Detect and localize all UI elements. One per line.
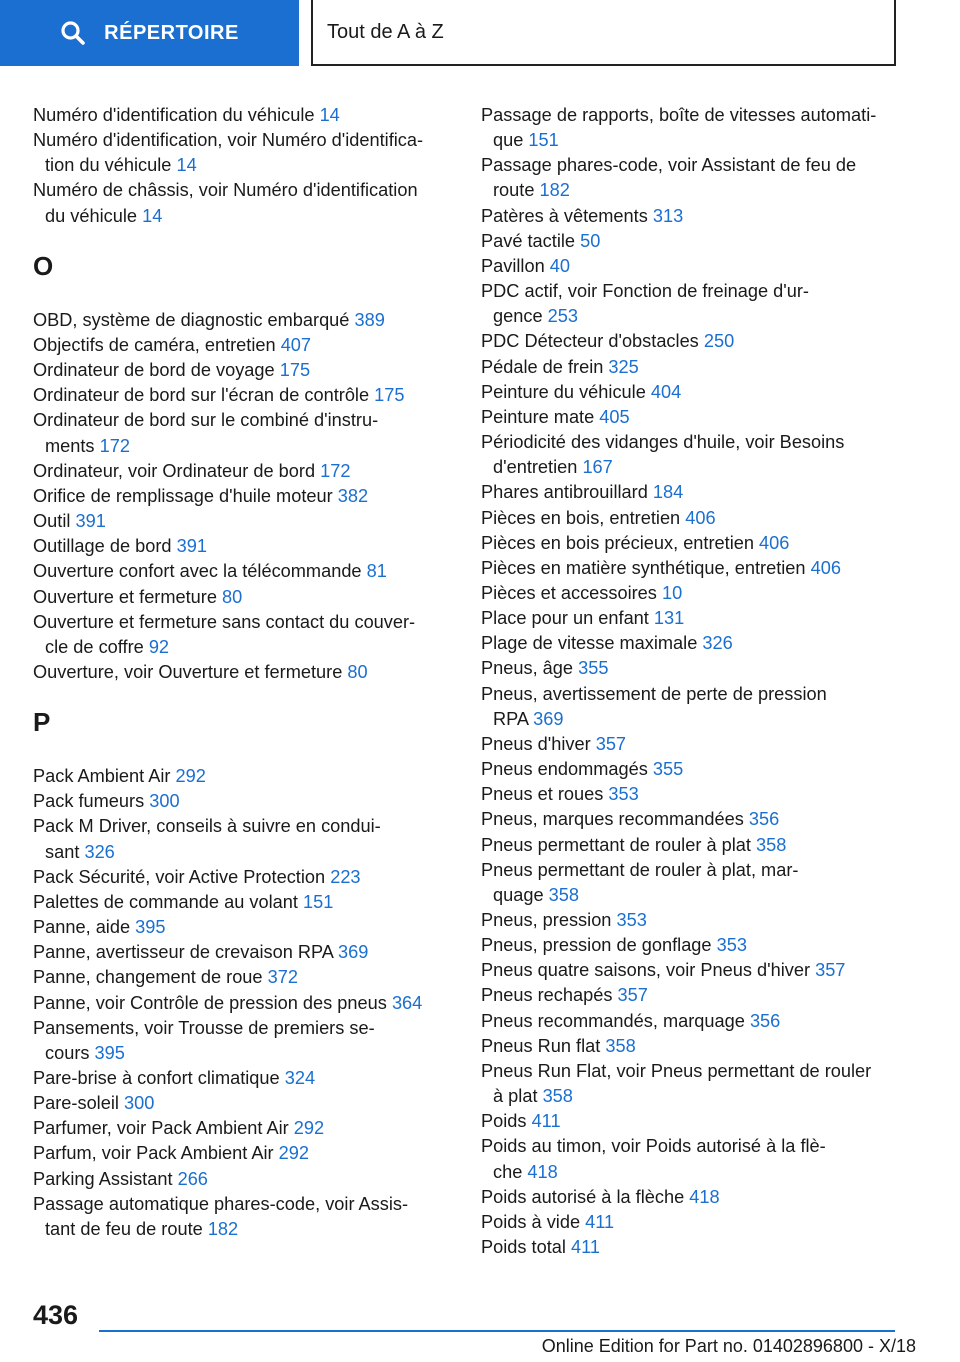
index-entry: [481, 1134, 921, 1184]
index-entry-text-continued: que: [493, 130, 524, 151]
index-entry: [33, 383, 453, 408]
footer-divider: [99, 1330, 895, 1332]
page-reference-link[interactable]: 411: [571, 1237, 600, 1258]
index-entry: [481, 807, 921, 832]
index-entry-text: PDC Détecteur d'obstacles: [481, 331, 699, 352]
index-entry-text: Poids autorisé à la flèche: [481, 1186, 685, 1207]
page-reference-link[interactable]: 223: [330, 866, 361, 887]
page-reference-link[interactable]: 167: [582, 457, 613, 478]
index-entry: [33, 1091, 453, 1116]
page-reference-link[interactable]: 40: [549, 255, 570, 276]
page-reference-link[interactable]: 80: [222, 586, 243, 607]
index-entry-text: Panne, aide: [33, 917, 131, 938]
index-entry-text-continued: tion du véhicule: [45, 155, 172, 176]
index-entry-text: Numéro d'identification, voir Numéro d'identifica‐: [33, 130, 424, 151]
index-entry: [481, 682, 921, 732]
index-entry: [33, 509, 453, 534]
index-entry: [481, 757, 921, 782]
index-entry: [33, 789, 453, 814]
index-entry: [481, 631, 921, 656]
index-entry-text: Pièces en bois, entretien: [481, 507, 681, 528]
index-entry-text: Numéro d'identification du véhicule: [33, 105, 315, 125]
page-reference-link[interactable]: 151: [528, 130, 559, 151]
index-entry-text: Pneus, pression: [481, 910, 612, 930]
index-entry: [481, 229, 921, 254]
index-entry-text: Peinture mate: [481, 406, 595, 427]
index-entry: [481, 254, 921, 279]
index-entry: [481, 858, 921, 908]
index-entry-text-continued: RPA: [493, 708, 529, 729]
index-entry-text: Ouverture et fermeture: [33, 586, 217, 607]
page-reference-link[interactable]: 80: [347, 661, 368, 682]
index-entry: [33, 585, 453, 610]
index-entry-text: Pneus d'hiver: [481, 733, 591, 754]
index-entry-text: Pièces en matière synthétique, entretien: [481, 557, 806, 578]
index-entry-text: Pavillon: [481, 255, 545, 276]
index-entry: [481, 556, 921, 581]
page-reference-link[interactable]: 324: [284, 1068, 316, 1088]
index-entry-text: Numéro de châssis, voir Numéro d'identification: [33, 180, 418, 201]
page-reference-link[interactable]: 300: [149, 791, 180, 812]
page-reference-link[interactable]: 175: [374, 385, 405, 406]
page-reference-link[interactable]: 391: [75, 511, 106, 532]
index-entry-text: Ordinateur de bord sur l'écran de contrôle: [33, 385, 370, 406]
index-column-left: [33, 103, 453, 1242]
section-title-tab[interactable]: [311, 0, 896, 66]
page-reference-link[interactable]: 266: [177, 1168, 208, 1189]
page-reference-link[interactable]: 418: [527, 1161, 558, 1182]
page-reference-link[interactable]: 353: [716, 935, 747, 956]
index-entry-text: Plage de vitesse maximale: [481, 633, 698, 654]
page-reference-link[interactable]: 292: [278, 1143, 309, 1164]
index-entry-text: Pneus Run Flat, voir Pneus permettant de rouler: [481, 1060, 872, 1081]
index-entry-text-continued: à plat: [493, 1086, 538, 1107]
index-entry: [481, 732, 921, 757]
index-entry: [481, 329, 921, 354]
index-entry-text-continued: che: [493, 1161, 523, 1182]
page-reference-link[interactable]: 172: [99, 435, 130, 456]
page-reference-link[interactable]: 411: [585, 1211, 615, 1232]
index-entry: [481, 908, 921, 933]
index-entry-text: Parfumer, voir Pack Ambient Air: [33, 1118, 289, 1139]
page-reference-link[interactable]: 357: [617, 985, 648, 1006]
index-entry-text: Pneus permettant de rouler à plat, mar‐: [481, 859, 799, 880]
index-entry-text: Pneus recommandés, marquage: [481, 1010, 745, 1031]
index-entry-text: Poids à vide: [481, 1211, 581, 1232]
page-reference-link[interactable]: 325: [608, 356, 639, 377]
index-entry-text: Parking Assistant: [33, 1168, 173, 1189]
index-entry: [33, 1066, 453, 1091]
page-reference-link[interactable]: 389: [354, 309, 385, 330]
index-entry-text: Pédale de frein: [481, 356, 604, 377]
index-entry-text: Ouverture, voir Ouverture et fermeture: [33, 661, 343, 682]
index-entry-text: Pneus, âge: [481, 658, 574, 679]
index-entry: [33, 1167, 453, 1192]
index-entry: [481, 983, 921, 1008]
index-entry: [33, 1141, 453, 1166]
section-letter: P: [33, 707, 51, 738]
index-entry-text: Poids: [481, 1111, 527, 1132]
search-icon: [60, 20, 86, 46]
index-entry: [33, 459, 453, 484]
index-entry: [481, 1210, 921, 1235]
index-entry-text-continued: route: [493, 180, 535, 201]
page-header: [0, 0, 960, 66]
index-entry-text: Pneus permettant de rouler à plat: [481, 834, 751, 855]
page-reference-link[interactable]: 418: [689, 1186, 720, 1207]
index-entry-text: Panne, voir Contrôle de pression des pneus: [33, 992, 387, 1013]
index-entry-text: Pneus Run flat: [481, 1035, 601, 1056]
index-entry-text: Périodicité des vidanges d'huile, voir Besoins: [481, 432, 845, 453]
page-reference-link[interactable]: 353: [608, 784, 639, 805]
page-reference-link[interactable]: 358: [548, 884, 579, 905]
index-entry-text: Pavé tactile: [481, 230, 576, 251]
index-entry-text: Pansements, voir Trousse de premiers se‐: [33, 1017, 375, 1038]
page-reference-link[interactable]: 313: [652, 205, 684, 226]
page-reference-link[interactable]: 369: [533, 708, 564, 729]
index-entry-text: Ordinateur, voir Ordinateur de bord: [33, 460, 316, 481]
index-entry: [481, 782, 921, 807]
page-reference-link[interactable]: 292: [175, 766, 206, 787]
index-entry-text-continued: d'entretien: [493, 457, 578, 478]
index-entry: [481, 1009, 921, 1034]
index-entry: [33, 559, 453, 584]
page-reference-link[interactable]: 356: [749, 1010, 781, 1031]
page-reference-link[interactable]: 14: [319, 105, 340, 125]
index-entry: [33, 915, 453, 940]
index-entry: [481, 279, 921, 329]
index-entry: [481, 1185, 921, 1210]
index-entry-text-continued: ments: [45, 435, 95, 456]
page-reference-link[interactable]: 151: [302, 891, 334, 912]
index-entry-text: Pièces et accessoires: [481, 582, 657, 603]
index-entry: [33, 358, 453, 383]
index-entry: [481, 430, 921, 480]
index-entry-text: Place pour un enfant: [481, 608, 649, 629]
page-reference-link[interactable]: 355: [652, 759, 684, 780]
index-entry-text: Passage phares-code, voir Assistant de feu de: [481, 155, 857, 176]
index-entry: [481, 103, 921, 153]
page-reference-link[interactable]: 353: [616, 910, 647, 930]
footer-edition: [542, 1336, 916, 1357]
index-entry-text: Panne, avertisseur de crevaison RPA: [33, 942, 333, 963]
index-entry: [33, 764, 453, 789]
index-entry-text: Peinture du véhicule: [481, 381, 646, 402]
page-reference-link[interactable]: 364: [391, 992, 423, 1013]
footer-edition-text: Online Edition for Part no. 01402896800 - X/18: [541, 1336, 916, 1356]
index-entry-text: Pneus quatre saisons, voir Pneus d'hiver: [481, 960, 811, 981]
page-reference-link[interactable]: 182: [207, 1218, 239, 1239]
index-entry-text: Ouverture et fermeture sans contact du couver‐: [33, 611, 416, 632]
index-entry-text-continued: cle de coffre: [45, 636, 144, 657]
index-entry-text: Pneus et roues: [481, 784, 604, 805]
index-entry-text: Orifice de remplissage d'huile moteur: [33, 485, 333, 506]
index-entry-text: PDC actif, voir Fonction de freinage d'ur‐: [481, 281, 809, 302]
index-entry-text: Outil: [33, 511, 71, 532]
index-entry: [481, 1059, 921, 1109]
page-reference-link[interactable]: 356: [748, 809, 780, 830]
index-entry: [481, 506, 921, 531]
index-entry: [481, 204, 921, 229]
index-entry-text-continued: quage: [493, 884, 544, 905]
index-entry-text: Pack Ambient Air: [33, 766, 171, 787]
index-entry: [33, 408, 453, 458]
section-letter: O: [33, 250, 54, 281]
index-entry: [481, 480, 921, 505]
page-reference-link[interactable]: 253: [547, 306, 578, 327]
index-entry-text: Pneus, marques recommandées: [481, 809, 744, 830]
index-entry: [33, 1016, 453, 1066]
index-column-right: [481, 103, 921, 1260]
index-entry: [33, 534, 453, 559]
index-entry-text: Pneus, avertissement de perte de pression: [481, 683, 827, 704]
index-entry: [33, 865, 453, 890]
page-reference-link[interactable]: 358: [605, 1035, 636, 1056]
index-entry-text: Pare-soleil: [33, 1093, 119, 1114]
page-reference-link[interactable]: 407: [280, 334, 312, 355]
index-entry-text: Parfum, voir Pack Ambient Air: [33, 1143, 274, 1164]
index-entry-text: Ouverture confort avec la télécommande: [33, 561, 362, 582]
index-entry-text-continued: tant de feu de route: [45, 1218, 203, 1239]
page-reference-link[interactable]: 292: [293, 1118, 325, 1139]
index-entry: [33, 890, 453, 915]
index-entry: [481, 355, 921, 380]
page-reference-link[interactable]: 92: [148, 636, 170, 657]
index-entry: [33, 1192, 453, 1242]
page-reference-link[interactable]: 182: [539, 180, 570, 201]
index-entry-text-continued: cours: [45, 1042, 90, 1063]
index-entry: [33, 128, 453, 178]
index-entry: [33, 610, 453, 660]
index-entry-text: Phares antibrouillard: [481, 482, 648, 503]
page-reference-link[interactable]: 406: [685, 507, 716, 528]
index-entry-text: Pneus, pression de gonflage: [481, 935, 712, 956]
index-entry: [33, 991, 453, 1016]
index-entry: [33, 308, 453, 333]
index-entry: [481, 380, 921, 405]
index-entry-text: Pneus endommagés: [481, 759, 648, 780]
index-entry-text: Pare-brise à confort climatique: [33, 1068, 280, 1088]
index-entry-text: Ordinateur de bord sur le combiné d'instru‐: [33, 410, 379, 431]
page-reference-link[interactable]: 14: [142, 205, 163, 226]
index-entry: [33, 103, 453, 128]
index-entry-text: Patères à vêtements: [481, 205, 648, 226]
index-search-button[interactable]: [0, 0, 299, 66]
index-entry: [481, 606, 921, 631]
page-reference-link[interactable]: 357: [815, 960, 846, 981]
index-entry: [33, 178, 453, 228]
page-reference-link[interactable]: 81: [366, 561, 387, 582]
index-entry: [33, 660, 453, 685]
index-entry: [33, 1116, 453, 1141]
index-entry: [481, 958, 921, 983]
page-reference-link[interactable]: 355: [578, 658, 609, 679]
page-reference-link[interactable]: 391: [176, 536, 207, 557]
index-entry-text-continued: sant: [45, 841, 80, 862]
index-entry: [481, 153, 921, 203]
index-entry-text: Pack fumeurs: [33, 791, 145, 812]
page-reference-link[interactable]: 382: [337, 485, 369, 506]
index-entry: [481, 405, 921, 430]
page-reference-link[interactable]: 358: [756, 834, 787, 855]
index-entry-text-continued: gence: [493, 306, 543, 327]
index-entry: [33, 940, 453, 965]
page-reference-link[interactable]: 357: [595, 733, 627, 754]
index-entry: [33, 965, 453, 990]
page-reference-link[interactable]: 372: [267, 967, 298, 988]
index-entry-text: Passage de rapports, boîte de vitesses automati‐: [481, 105, 877, 125]
page-reference-link[interactable]: 326: [702, 633, 733, 654]
index-entry-text: Palettes de commande au volant: [33, 891, 298, 912]
page-reference-link[interactable]: 369: [337, 942, 369, 963]
page-reference-link[interactable]: 395: [94, 1042, 125, 1063]
index-entry-text: OBD, système de diagnostic embarqué: [33, 309, 350, 330]
page-reference-link[interactable]: 411: [531, 1111, 561, 1132]
page-reference-link[interactable]: 405: [599, 406, 630, 427]
index-entry: [481, 531, 921, 556]
index-entry-text: Poids au timon, voir Poids autorisé à la flè‐: [481, 1136, 826, 1157]
page-reference-link[interactable]: 10: [661, 582, 683, 603]
page-reference-link[interactable]: 326: [84, 841, 115, 862]
index-entry: [481, 581, 921, 606]
index-entry: [481, 656, 921, 681]
index-entry: [481, 1109, 921, 1134]
page-reference-link[interactable]: 131: [653, 608, 685, 629]
page-reference-link[interactable]: 50: [580, 230, 601, 251]
index-entry: [481, 1235, 921, 1260]
page-reference-link[interactable]: 358: [542, 1086, 573, 1107]
index-entry-text: Outillage de bord: [33, 536, 172, 557]
index-entry-text: Passage automatique phares-code, voir Assis‐: [33, 1193, 409, 1214]
index-entry-text: Ordinateur de bord de voyage: [33, 360, 275, 381]
page-reference-link[interactable]: 172: [320, 460, 351, 481]
index-entry-text: Panne, changement de roue: [33, 967, 263, 988]
index-entry-text: Objectifs de caméra, entretien: [33, 334, 276, 355]
page-reference-link[interactable]: 406: [759, 532, 790, 553]
page-reference-link[interactable]: 175: [279, 360, 311, 381]
index-entry: [481, 1034, 921, 1059]
page-number: 436: [33, 1300, 79, 1330]
page-reference-link[interactable]: 406: [810, 557, 841, 578]
page-reference-link[interactable]: 250: [703, 331, 735, 352]
page-reference-link[interactable]: 184: [652, 482, 684, 503]
index-entry: [33, 333, 453, 358]
page-reference-link[interactable]: 395: [135, 917, 166, 938]
index-search-label: RÉPERTOIRE: [104, 21, 239, 44]
index-entry-text: Pack M Driver, conseils à suivre en condui‐: [33, 816, 381, 837]
index-entry: [33, 814, 453, 864]
index-entry: [481, 833, 921, 858]
index-entry: [33, 484, 453, 509]
page-reference-link[interactable]: 404: [650, 381, 682, 402]
index-entry-text: Pièces en bois précieux, entretien: [481, 532, 754, 553]
index-entry: [481, 933, 921, 958]
index-entry-text-continued: du véhicule: [45, 205, 138, 226]
index-entry-text: Pack Sécurité, voir Active Protection: [33, 866, 326, 887]
index-entry-text: Pneus rechapés: [481, 985, 613, 1006]
page-reference-link[interactable]: 300: [123, 1093, 155, 1114]
page-reference-link[interactable]: 14: [176, 155, 197, 176]
section-title: Tout de A à Z: [327, 20, 444, 43]
index-entry-text: Poids total: [481, 1237, 566, 1258]
